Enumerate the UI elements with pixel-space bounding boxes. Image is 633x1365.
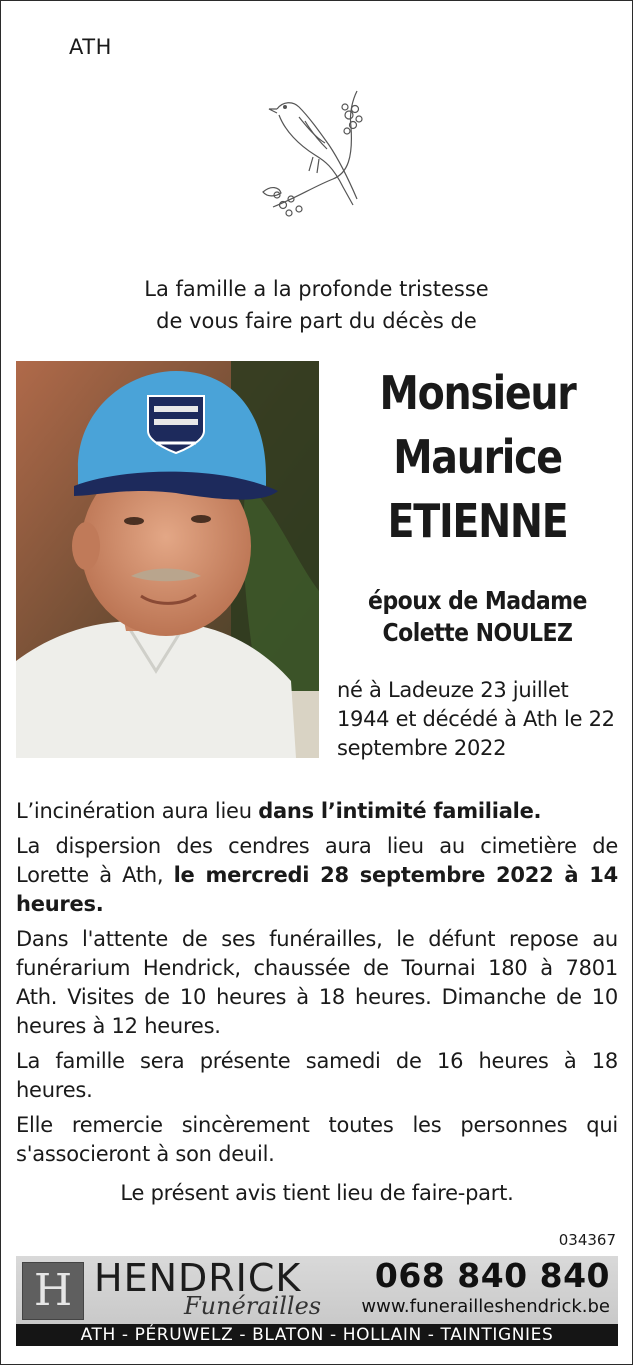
cremation-text: L’incinération aura lieu [16, 799, 259, 823]
deceased-name [352, 361, 604, 553]
intro-text [1, 273, 632, 337]
ceremony-details [16, 797, 618, 1214]
spouse-line-1: époux de Madame [368, 586, 587, 615]
portrait-photo [16, 361, 319, 758]
deceased-first-name: Maurice [393, 430, 562, 484]
deceased-title: Monsieur [379, 366, 576, 420]
logo-letter: H [33, 1265, 73, 1316]
family-presence-paragraph: La famille sera présente samedi de 16 heures à 18 heures. [16, 1049, 618, 1102]
funeral-home-banner [16, 1256, 618, 1346]
spouse-line-2: Colette NOULEZ [382, 618, 573, 647]
cremation-paragraph [16, 797, 618, 826]
visitation-paragraph: Dans l'attente de ses funérailles, le défunt repose au funérarium Hendrick, chaussée de Tournai 180 à 7801 Ath. Visites de 10 heures à 18 heures. Dimanche de 10 heures à 12 heures. [16, 927, 618, 1038]
company-subtitle: Funérailles [184, 1292, 322, 1320]
company-phone: 068 840 840 [374, 1256, 610, 1295]
dispersion-paragraph [16, 832, 618, 919]
hendrick-h-logo-icon [22, 1262, 84, 1320]
cremation-emphasis: dans l’intimité familiale. [258, 799, 542, 823]
reference-number: 034367 [558, 1231, 616, 1249]
intro-line-2: de vous faire part du décès de [156, 309, 477, 333]
location-label: ATH [69, 35, 112, 59]
company-website[interactable]: www.funerailleshendrick.be [361, 1296, 610, 1317]
notice-statement: Le présent avis tient lieu de faire-part. [120, 1181, 514, 1205]
spouse-info [349, 585, 607, 649]
thanks-paragraph: Elle remercie sincèrement toutes les personnes qui s'associeront à son deuil. [16, 1113, 618, 1166]
dispersion-date: le mercredi 28 septembre 2022 à 14 heures. [16, 863, 618, 916]
company-name: HENDRICK [94, 1256, 302, 1300]
dispersion-text: La dispersion des cendres aura lieu au cimetière de Lorette à Ath, [16, 834, 618, 887]
company-locations: ATH - PÉRUWELZ - BLATON - HOLLAIN - TAINTIGNIES [16, 1324, 618, 1346]
birth-death-dates: né à Ladeuze 23 juillet 1944 et décédé à Ath le 22 septembre 2022 [337, 678, 615, 760]
intro-line-1: La famille a la profonde tristesse [144, 277, 489, 301]
deceased-last-name: ETIENNE [387, 494, 568, 548]
bird-on-branch-icon [253, 87, 383, 227]
